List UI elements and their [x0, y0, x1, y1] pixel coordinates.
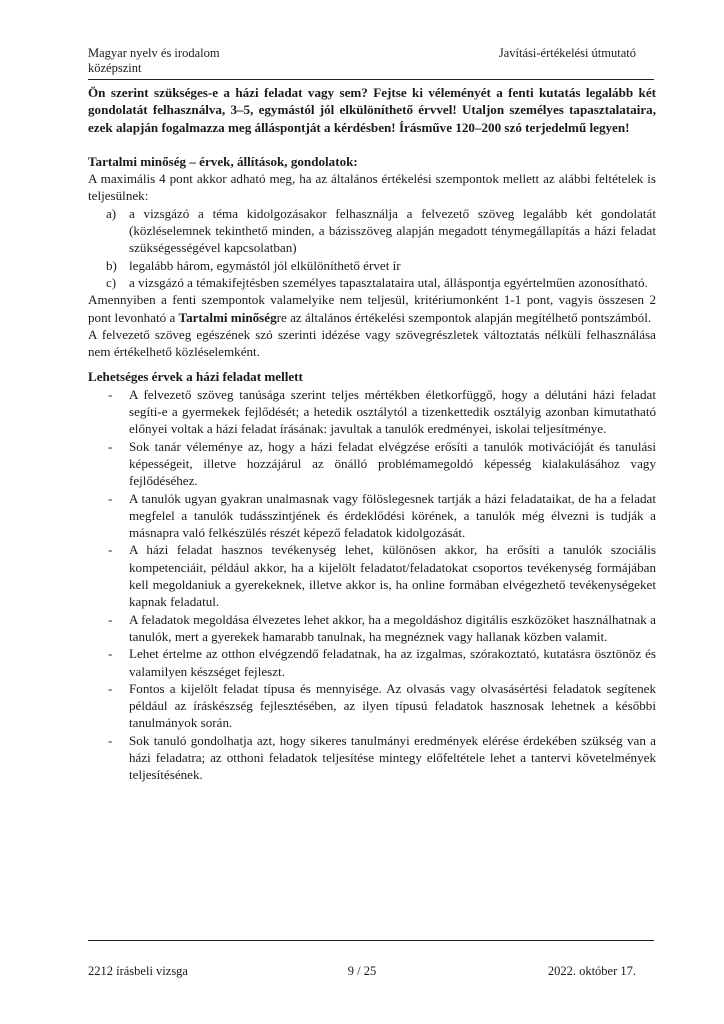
- condition-item-a: [88, 205, 656, 257]
- dash-marker: -: [108, 680, 113, 696]
- argument-text: Sok tanuló gondolhatja azt, hogy sikeres tanulmányi eredmények elérése érdekében szükség van a házi feladatra; az otthoni feladatok teljesítése mintegy előfeltétele lehet a tantervi követelmények teljesítésének.: [129, 732, 656, 783]
- conditions-list: [88, 205, 656, 291]
- argument-item: [88, 490, 656, 542]
- argument-item: [88, 438, 656, 490]
- condition-text: a vizsgázó a témakifejtésben személyes tapasztalataira utal, álláspontja egyértelműen azonosítható.: [129, 274, 648, 290]
- argument-text: A tanulók ugyan gyakran unalmasnak vagy fölöslegesnek tartják a házi feladataikat, de ha a feladat megfelel a tanulók tudásszintjének és érdeklődési körének, a tanulók még élvezni is tudják a másnapra való felkészülés részét képező feladatok kidolgozását.: [129, 490, 656, 541]
- argument-text: Lehet értelme az otthon elvégzendő feladatnak, ha az izgalmas, szórakoztató, kutatásra ösztönöz és valamilyen készséget fejleszt.: [129, 646, 656, 679]
- argument-item: [88, 541, 656, 610]
- dash-marker: -: [108, 386, 113, 402]
- task-prompt: Ön szerint szükséges-e a házi feladat vagy sem? Fejtse ki véleményét a fenti kutatás legalább két gondolatát felhasználva, 3–5, egymástól jól elkülöníthető érvvel! Utaljon személyes tapasztalataira, ezek alapján fogalmazza meg álláspontját a kérdésben! Írásműve 120–200 szó terjedelmű legyen!: [88, 85, 656, 135]
- condition-text: a vizsgázó a téma kidolgozásakor felhasználja a felvezető szöveg legalább két gondolatát (közléselemnek tekinthető minden, a bázisszöveg alapján megadott ténymegállapítás a házi feladat szükségességével kapcsolatban): [129, 205, 656, 256]
- penalty-text-start: Amennyiben a fenti szempontok valamelyike nem teljesül, kritériumonként 1-1 pont, vagyis összesen 2 pont levonható a: [88, 292, 656, 325]
- header-subject: [88, 46, 220, 76]
- penalty-paragraph: [88, 291, 656, 326]
- argument-text: Fontos a kijelölt feladat típusa és mennyisége. Az olvasás vagy olvasásértési feladatok segítenek például az íráskészség fejlesztésében, az ilyen típusú feladatok hasznosak lehetnek a későbbi tanulmányok során.: [129, 680, 656, 731]
- condition-item-c: [88, 274, 656, 291]
- footer-date: 2022. október 17.: [547, 964, 636, 978]
- content-quality-heading: Tartalmi minőség – érvek, állítások, gondolatok:: [88, 153, 358, 169]
- list-marker: b): [106, 257, 117, 273]
- argument-text: A felvezető szöveg tanúsága szerint teljes mértékben életkorfüggő, hogy a délutáni házi feladat segíti-e a gyermekek fejlődését; a hetedik osztálytól a tizenkettedik osztályig azonban kimutatható előnyei voltak a házi feladat írásának: javultak a tanulók eredményei, iskolai teljesítménye.: [129, 386, 656, 437]
- list-marker: a): [106, 205, 117, 221]
- argument-item: [88, 611, 656, 646]
- footer-divider: [88, 940, 654, 941]
- penalty-text-end: re az általános értékelési szempontok alapján megítélhető pontszámból.: [276, 309, 652, 325]
- header-subject-name: Magyar nyelv és irodalom: [88, 46, 220, 60]
- penalty-bold-term: Tartalmi minőség: [178, 309, 277, 325]
- dash-marker: -: [108, 438, 113, 454]
- header-divider: [88, 79, 654, 80]
- header-level: középszint: [88, 61, 142, 75]
- header-guide-title: Javítási-értékelési útmutató: [498, 46, 636, 60]
- argument-item: [88, 680, 656, 732]
- condition-text: legalább három, egymástól jól elkülöníthető érvet ír: [129, 257, 401, 273]
- argument-text: A házi feladat hasznos tevékenység lehet, különösen akkor, ha erősíti a tanulók szociális kompetenciáit, például akkor, ha a kijelölt feladatot/feladatokat csoportos tevékenység formájában kell megoldaniuk a gyerekeknek, illetve akkor is, ha online formában elvégezhető tevékenységeket kapnak feladatul.: [129, 542, 656, 610]
- argument-item: [88, 645, 656, 680]
- condition-item-b: [88, 257, 656, 274]
- footer-page-number: 9 / 25: [347, 964, 377, 978]
- argument-text: A feladatok megoldása élvezetes lehet akkor, ha a megoldáshoz digitális eszközöket használhatnak a tanulók, mert a gyerekek hamarabb tanulnak, ha megnéznek vagy hallanak közben valamit.: [129, 611, 656, 644]
- footer-exam-code: 2212 írásbeli vizsga: [88, 964, 188, 978]
- dash-marker: -: [108, 490, 113, 506]
- argument-item: [88, 386, 656, 438]
- dash-marker: -: [108, 732, 113, 748]
- content-quality-intro: A maximális 4 pont akkor adható meg, ha az általános értékelési szempontok mellett az alábbi feltételek is teljesülnek:: [88, 171, 656, 204]
- arguments-list: [88, 386, 656, 784]
- quote-note: A felvezető szöveg egészének szó szerinti idézése vagy szövegrészletek változtatás nélküli felhasználása nem értékelhető közléselemként.: [88, 326, 656, 360]
- dash-marker: -: [108, 542, 113, 558]
- page-content: [88, 84, 656, 784]
- list-marker: c): [106, 274, 117, 290]
- argument-text: Sok tanár véleménye az, hogy a házi feladat elvégzése erősíti a tanulók motivációját és tanulási képességeit, illetve hozzájárul az önálló problémamegoldó képesség kialakulásához vagy fejlődéséhez.: [129, 438, 656, 489]
- dash-marker: -: [108, 611, 113, 627]
- dash-marker: -: [108, 646, 113, 662]
- arguments-heading: Lehetséges érvek a házi feladat mellett: [88, 369, 303, 385]
- argument-item: [88, 732, 656, 784]
